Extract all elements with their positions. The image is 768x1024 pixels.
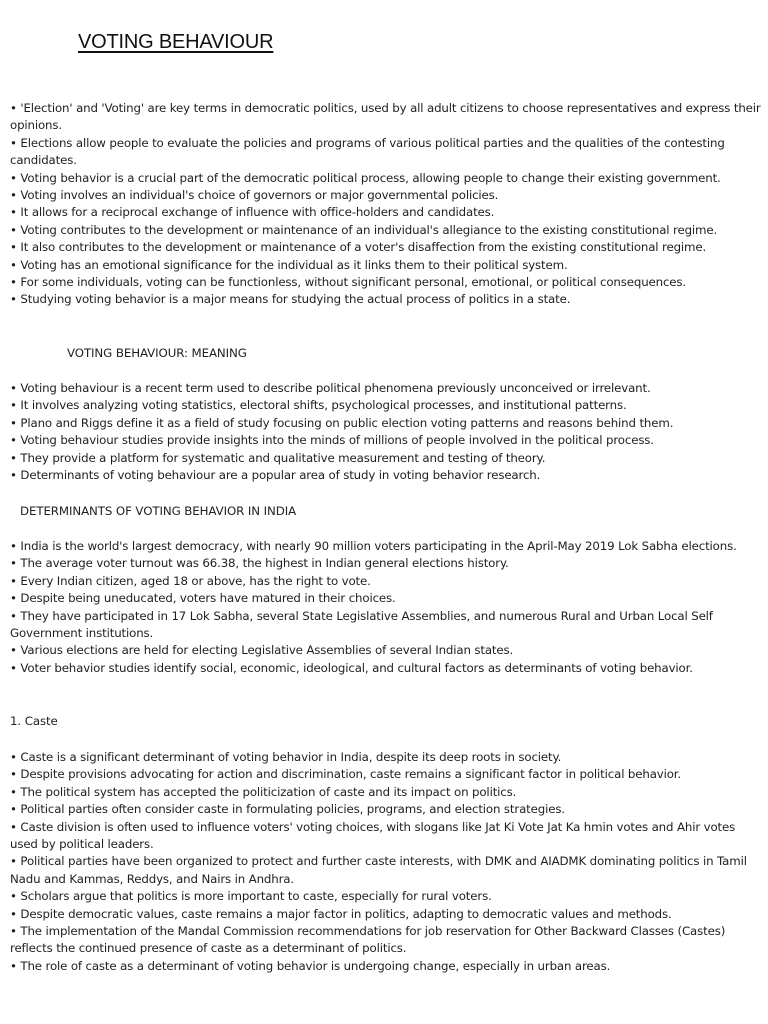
- list-item: • Despite provisions advocating for action and discrimination, caste remains a significant factor in political behavior.: [10, 767, 682, 782]
- list-item: • Studying voting behavior is a major means for studying the actual process of politics in a state.: [10, 292, 571, 307]
- list-item: • India is the world's largest democracy, with nearly 90 million voters participating in the April-May 2019 Lok Sabha elections.: [10, 539, 737, 553]
- list-item: • Voting behaviour is a recent term used to describe political phenomena previously unconceived or irrelevant.: [10, 381, 651, 395]
- caste-list: [10, 749, 762, 975]
- list-item: • Voting has an emotional significance for the individual as it links them to their political system.: [10, 257, 568, 272]
- list-item: • Political parties have been organized to protect and further caste interests, with DMK and AIADMK dominating politics in Tamil Nadu and Kammas, Reddys, and Nairs in Andhra.: [10, 854, 747, 886]
- determinants-list: [10, 538, 762, 677]
- list-item: • Caste is a significant determinant of voting behavior in India, despite its deep roots in society.: [10, 750, 562, 764]
- list-item: • Despite democratic values, caste remains a major factor in politics, adapting to democratic values and methods.: [10, 906, 672, 921]
- list-item: • Caste division is often used to influence voters' voting choices, with slogans like Jat Ki Vote Jat Ka hmin votes and Ahir votes used by political leaders.: [10, 819, 736, 852]
- list-item: • The implementation of the Mandal Commission recommendations for job reservation for Other Backward Classes (Castes) reflects the continued presence of caste as a determinant of politics.: [10, 924, 726, 956]
- list-item: • Various elections are held for electing Legislative Assemblies of several Indian states.: [10, 643, 514, 658]
- list-item: • Voting behaviour studies provide insights into the minds of millions of people involved in the political process.: [10, 433, 654, 448]
- list-item: • The role of caste as a determinant of voting behavior is undergoing change, especially in urban areas.: [10, 958, 611, 973]
- page-title: VOTING BEHAVIOUR: [78, 31, 274, 53]
- list-item: • For some individuals, voting can be functionless, without significant personal, emotional, or political consequences.: [10, 275, 686, 290]
- list-item: • Determinants of voting behaviour are a popular area of study in voting behavior research.: [10, 468, 541, 483]
- list-item: • Voting involves an individual's choice of governors or major governmental policies.: [10, 188, 499, 203]
- list-item: • The average voter turnout was 66.38, the highest in Indian general elections history.: [10, 556, 509, 571]
- meaning-list: [10, 380, 762, 484]
- section-heading-meaning: VOTING BEHAVIOUR: MEANING: [67, 346, 247, 360]
- section-heading-caste: 1. Caste: [10, 714, 58, 728]
- section-heading-determinants: DETERMINANTS OF VOTING BEHAVIOR IN INDIA: [20, 504, 297, 518]
- list-item: • Plano and Riggs define it as a field of study focusing on public election voting patterns and reasons behind them.: [10, 415, 674, 430]
- list-item: • Voting behavior is a crucial part of the democratic political process, allowing people to change their existing government.: [10, 170, 721, 185]
- list-item: • Every Indian citizen, aged 18 or above, has the right to vote.: [10, 573, 371, 588]
- list-item: • Voter behavior studies identify social, economic, ideological, and cultural factors as determinants of voting behavior.: [10, 660, 693, 675]
- list-item: • Political parties often consider caste in formulating policies, programs, and election strategies.: [10, 802, 565, 817]
- list-item: • Elections allow people to evaluate the policies and programs of various political parties and the qualities of the contesting candidates.: [10, 135, 725, 168]
- list-item: • 'Election' and 'Voting' are key terms in democratic politics, used by all adult citizens to choose representatives and express their opinions.: [10, 101, 761, 133]
- list-item: • The political system has accepted the politicization of caste and its impact on politics.: [10, 784, 517, 799]
- list-item: • Voting contributes to the development or maintenance of an individual's allegiance to the existing constitutional regime.: [10, 222, 718, 237]
- list-item: • They have participated in 17 Lok Sabha, several State Legislative Assemblies, and numerous Rural and Urban Local Self Government institutions.: [10, 608, 713, 641]
- intro-list: [10, 100, 762, 309]
- list-item: • It allows for a reciprocal exchange of influence with office-holders and candidates.: [10, 205, 495, 220]
- list-item: • Scholars argue that politics is more important to caste, especially for rural voters.: [10, 889, 492, 904]
- list-item: • It also contributes to the development or maintenance of a voter's disaffection from the existing constitutional regime.: [10, 240, 707, 255]
- list-item: • It involves analyzing voting statistics, electoral shifts, psychological processes, and institutional patterns.: [10, 398, 627, 413]
- list-item: • They provide a platform for systematic and qualitative measurement and testing of theory.: [10, 450, 546, 465]
- list-item: • Despite being uneducated, voters have matured in their choices.: [10, 591, 396, 606]
